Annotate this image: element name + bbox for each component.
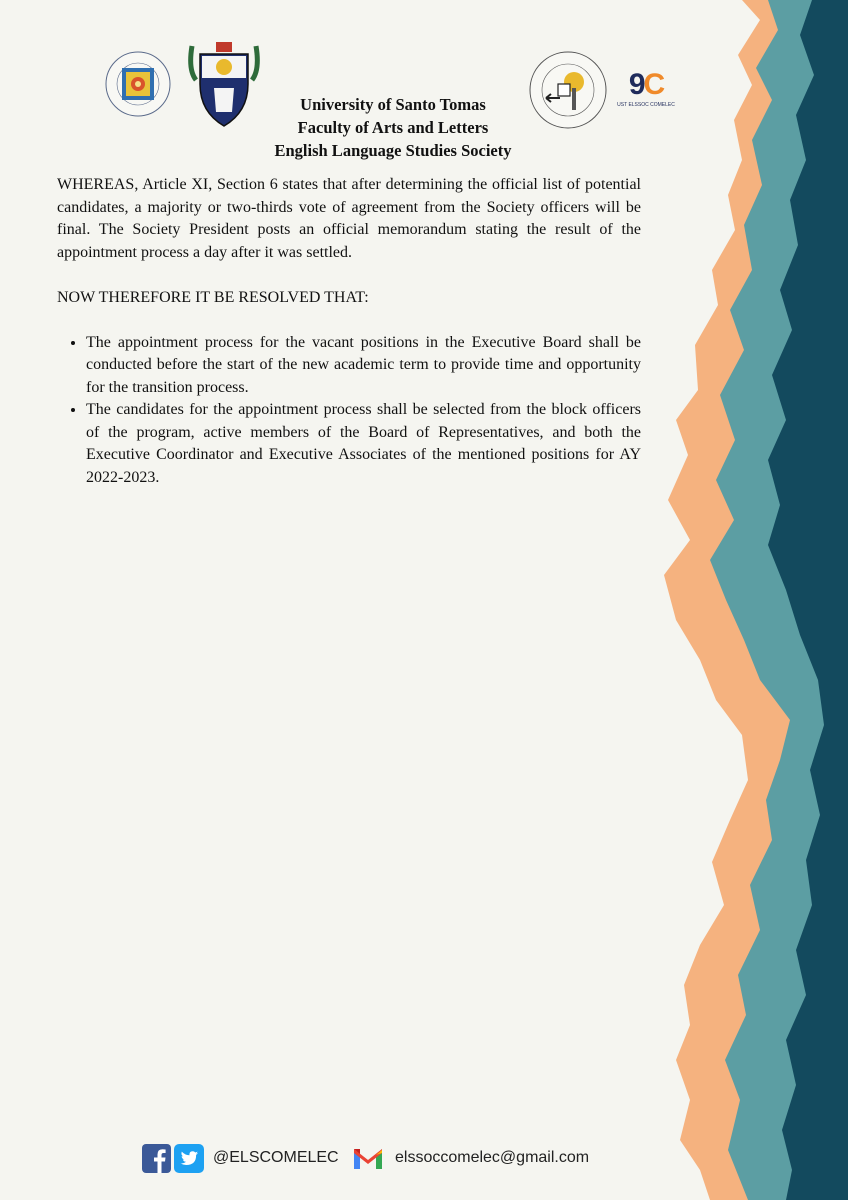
email-contact[interactable] [352,1142,589,1174]
facebook-icon[interactable] [142,1144,171,1173]
letterhead [0,38,848,160]
comelec-logo: 9C UST ELSSOC COMELEC [617,68,675,108]
faculty-name: Faculty of Arts and Letters [297,118,489,137]
resolution-list [57,332,641,490]
email-address[interactable]: elssoccomelec@gmail.com [395,1149,590,1166]
comelec-caption: UST ELSSOC COMELEC [617,102,675,108]
resolution-body [57,174,641,489]
gmail-icon[interactable] [352,1145,384,1171]
whereas-clause: WHEREAS, Article XI, Section 6 states that after determining the official list of potential candidates, a majority or two-thirds vote of agreement from the Society officers will be final. The Society President posts an official memorandum stating the result of the appointment process a day after it was settled. [57,176,641,261]
society-name: English Language Studies Society [274,141,512,160]
university-name: University of Santo Tomas [300,95,486,114]
list-item: • The appointment process for the vacant positions in the Executive Board shall be conducted before the start of the new academic term to provide time and opportunity for the transition process. [86,332,641,400]
list-item: • The candidates for the appointment process shall be selected from the block officers of the program, active members of the Board of Representatives, and both the Executive Coordinator and Executive Associates of the mentioned positions for AY 2022-2023. [86,399,641,489]
resolved-heading: NOW THEREFORE IT BE RESOLVED THAT: [57,289,369,306]
twitter-icon[interactable] [174,1144,204,1173]
letterhead-title [268,93,518,162]
elss-seal-logo [528,50,608,130]
ab-crest-logo [186,40,262,130]
social-contact[interactable] [142,1142,339,1174]
ust-seal-logo [104,50,172,118]
social-handle[interactable]: @ELSCOMELEC [213,1149,339,1166]
